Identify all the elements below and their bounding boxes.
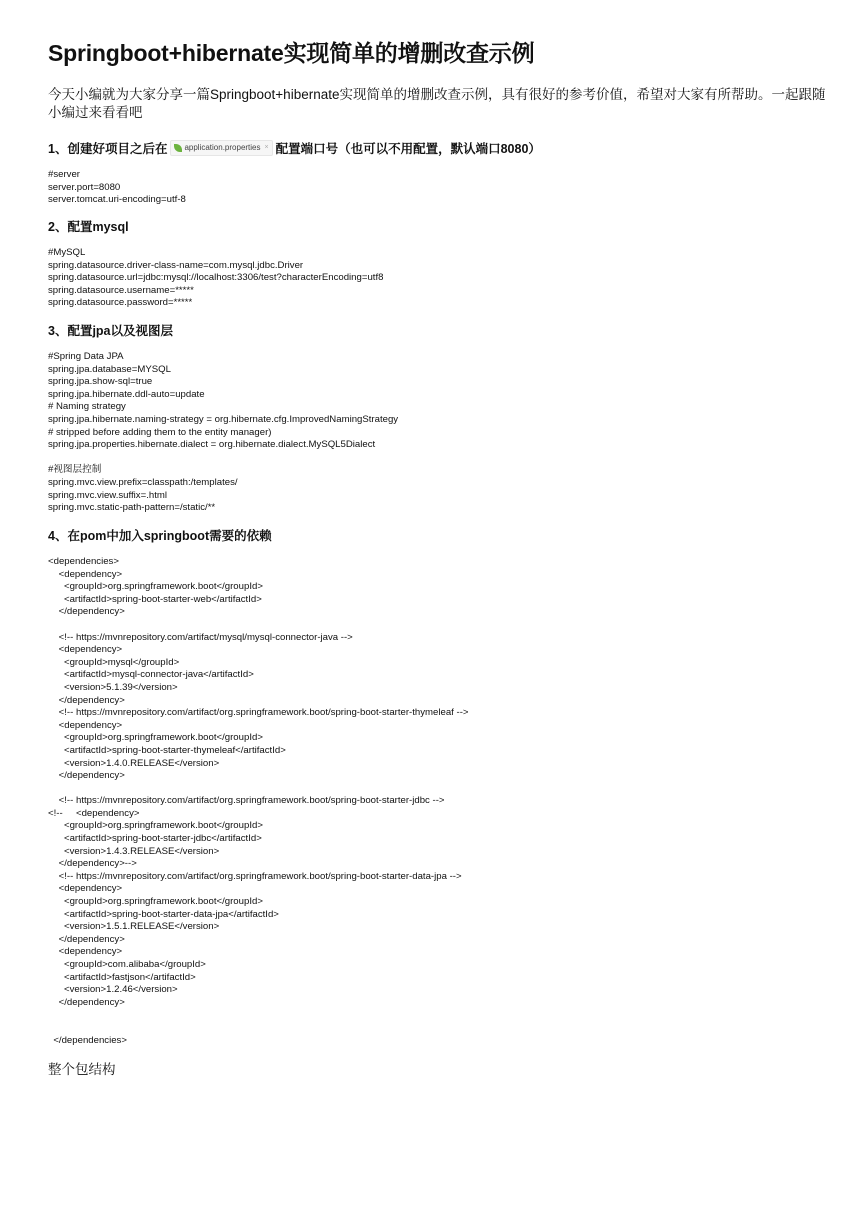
step-1-heading [48, 140, 541, 158]
step-2-code: #MySQL spring.datasource.driver-class-name=com.mysql.jdbc.Driver spring.datasource.url=jdbc:mysql://localhost:3306/test?characterEncoding=utf8 spring.datasource.username=***** spring.datasource.password=***** [48, 247, 384, 309]
step-4-code: <dependencies> <dependency> <groupId>org.springframework.boot</groupId> <artifactId>spring-boot-starter-web</artifactId> </dependency> <!-- https://mvnrepository.com/artifact/mysql/mysql-connector-java --> <dependency> <groupId>mysql</groupId> <artifactId>mysql-connector-java</artifactId> <version>5.1.39</version> </dependency> <!-- https://mvnrepository.com/artifact/org.springframework.boot/spring-boot-starter-thymeleaf --> <dependency> <groupId>org.springframework.boot</groupId> <artifactId>spring-boot-starter-thymeleaf</artifactId> <version>1.4.0.RELEASE</version> </dependency> <!-- https://mvnrepository.com/artifact/org.springframework.boot/spring-boot-starter-jdbc --> <!-- <dependency> <groupId>org.springframework.boot</groupId> <artifactId>spring-boot-starter-jdbc</artifactId> <version>1.4.3.RELEASE</version> </dependency>--> <!-- https://mvnrepository.com/artifact/org.springframework.boot/spring-boot-starter-data-jpa --> <dependency> <groupId>org.springframework.boot</groupId> <artifactId>spring-boot-starter-data-jpa</artifactId> <version>1.5.1.RELEASE</version> </dependency> <dependency> <groupId>com.alibaba</groupId> <artifactId>fastjson</artifactId> <version>1.2.46</version> </dependency> </dependencies> [48, 556, 469, 1046]
step-3-code: #Spring Data JPA spring.jpa.database=MYSQL spring.jpa.show-sql=true spring.jpa.hibernate.ddl-auto=update # Naming strategy spring.jpa.hibernate.naming-strategy = org.hibernate.cfg.ImprovedNamingStrategy # stripped before adding them to the entity manager) spring.jpa.properties.hibernate.dialect = org.hibernate.dialect.MySQL5Dialect #视图层控制 spring.mvc.view.prefix=classpath:/templates/ spring.mvc.view.suffix=.html spring.mvc.static-path-pattern=/static/** [48, 351, 399, 514]
close-icon: × [264, 143, 269, 151]
step-4-heading: 4、在pom中加入springboot需要的依赖 [48, 529, 272, 543]
step-2-heading: 2、配置mysql [48, 220, 129, 234]
package-structure-label: 整个包结构 [48, 1062, 116, 1077]
step-1-code: #server server.port=8080 server.tomcat.uri-encoding=utf-8 [48, 169, 186, 206]
intro-paragraph: 今天小编就为大家分享一篇Springboot+hibernate实现简单的增删改查示例，具有很好的参考价值，希望对大家有所帮助。一起跟随小编过来看看吧 [48, 87, 826, 120]
properties-file-name: application.properties [184, 142, 261, 152]
page-title: Springboot+hibernate实现简单的增删改查示例 [48, 40, 535, 66]
step-1-heading-after: 配置端口号（也可以不用配置，默认端口8080） [275, 142, 541, 156]
properties-file-badge [170, 140, 272, 156]
step-1-heading-before: 1、创建好项目之后在 [48, 142, 168, 156]
spring-leaf-icon [174, 144, 182, 152]
step-3-heading: 3、配置jpa以及视图层 [48, 324, 174, 338]
